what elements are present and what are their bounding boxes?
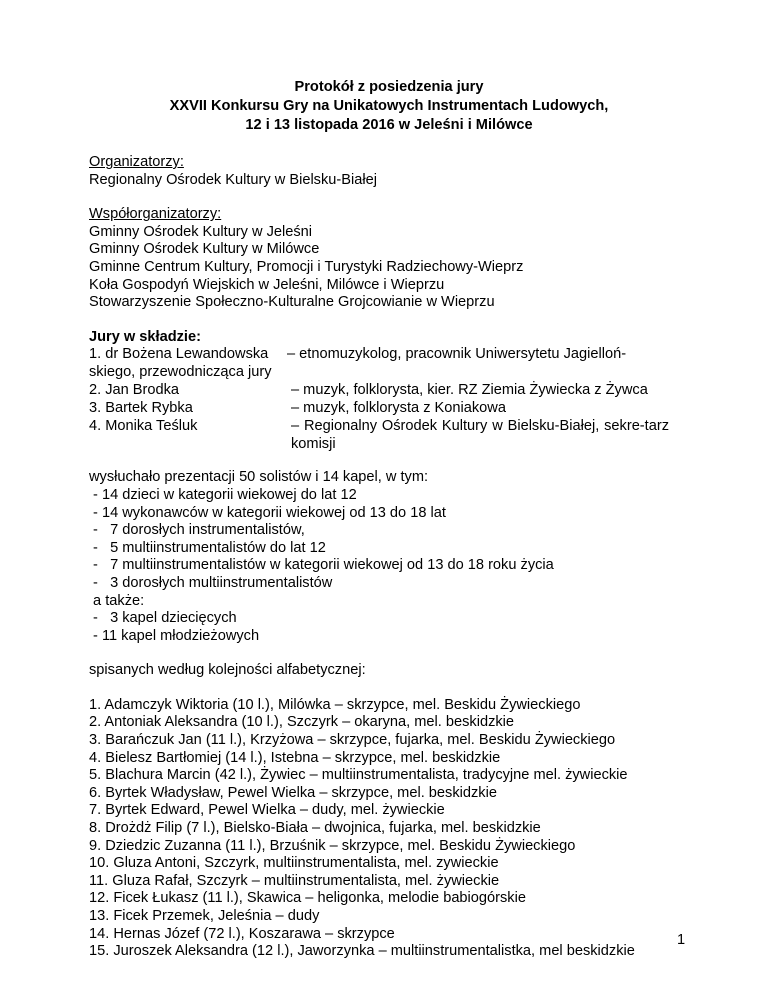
coorganizer-item: Gminny Ośrodek Kultury w Jeleśni bbox=[89, 223, 313, 240]
title-line-2: XXVII Konkursu Gry na Unikatowych Instrumentach Ludowych, bbox=[169, 98, 609, 114]
list-item: 3. Barańczuk Jan (11 l.), Krzyżowa – skrzypce, fujarka, mel. Beskidu Żywieckiego bbox=[89, 732, 616, 749]
list-item: 13. Ficek Przemek, Jeleśnia – dudy bbox=[89, 908, 320, 924]
list-item: 5. Blachura Marcin (42 l.), Żywiec – multiinstrumentalista, tradycyjne mel. żywieckie bbox=[89, 767, 628, 784]
list-item: 15. Juroszek Aleksandra (12 l.), Jaworzynka – multiinstrumentalistka, mel beskidzkie bbox=[89, 943, 635, 960]
coorganizers-heading: Współorganizatorzy: bbox=[89, 206, 222, 223]
count-item: - 14 dzieci w kategorii wiekowej do lat 12 bbox=[89, 486, 357, 503]
jury-member-name: 2. Jan Brodka bbox=[89, 382, 180, 399]
participant-list bbox=[89, 697, 689, 961]
list-item: 7. Byrtek Edward, Pewel Wielka – dudy, mel. żywieckie bbox=[89, 802, 445, 819]
jury-member-name: 4. Monika Teśluk bbox=[89, 418, 198, 435]
list-item: 4. Bielesz Bartłomiej (14 l.), Istebna – skrzypce, mel. beskidzkie bbox=[89, 749, 501, 766]
jury-member-role: – muzyk, folklorysta z Koniakowa bbox=[291, 400, 506, 417]
organizer-item: Regionalny Ośrodek Kultury w Bielsku-Białej bbox=[89, 171, 377, 188]
band-count-item: - 11 kapel młodzieżowych bbox=[89, 627, 260, 644]
coorganizer-item: Gminne Centrum Kultury, Promocji i Turystyki Radziechowy-Wieprz bbox=[89, 258, 524, 275]
list-intro: spisanych według kolejności alfabetycznej: bbox=[89, 662, 366, 679]
band-count-item: - 3 kapel dziecięcych bbox=[89, 610, 237, 627]
document-title bbox=[89, 78, 689, 135]
counts-also: a także: bbox=[89, 592, 145, 609]
jury-member-name: 1. dr Bożena Lewandowska bbox=[89, 346, 269, 363]
coorganizers-section bbox=[89, 206, 689, 312]
title-line-3: 12 i 13 listopada 2016 w Jeleśni i Milówce bbox=[245, 117, 533, 133]
jury-member-role: – etnomuzykolog, pracownik Uniwersytetu Jagielloń- bbox=[287, 346, 627, 363]
count-item: - 14 wykonawców w kategorii wiekowej od 13 do 18 lat bbox=[89, 504, 446, 521]
document-body bbox=[89, 78, 689, 961]
coorganizer-item: Gminny Ośrodek Kultury w Milówce bbox=[89, 241, 320, 258]
count-item: - 5 multiinstrumentalistów do lat 12 bbox=[89, 539, 326, 556]
counts-section bbox=[89, 469, 689, 645]
list-item: 9. Dziedzic Zuzanna (11 l.), Brzuśnik – skrzypce, mel. Beskidu Żywieckiego bbox=[89, 837, 576, 854]
organizers-heading: Organizatorzy: bbox=[89, 154, 184, 170]
jury-member-name: 3. Bartek Rybka bbox=[89, 400, 193, 417]
counts-intro: wysłuchało prezentacji 50 solistów i 14 kapel, w tym: bbox=[89, 469, 429, 486]
jury-member-role-cont: skiego, przewodnicząca jury bbox=[89, 364, 272, 381]
count-item: - 7 multiinstrumentalistów w kategorii wiekowej od 13 do 18 roku życia bbox=[89, 557, 554, 574]
jury-member-role: – Regionalny Ośrodek Kultury w Bielsku-Białej, sekre-tarz komisji bbox=[291, 418, 669, 452]
count-item: - 3 dorosłych multiinstrumentalistów bbox=[89, 574, 333, 591]
jury-heading: Jury w składzie: bbox=[89, 328, 201, 345]
jury-section bbox=[89, 329, 689, 453]
list-item: 8. Drożdż Filip (7 l.), Bielsko-Biała – dwojnica, fujarka, mel. beskidzkie bbox=[89, 820, 541, 837]
page-number: 1 bbox=[677, 932, 686, 948]
count-item: - 7 dorosłych instrumentalistów, bbox=[89, 522, 305, 539]
coorganizer-item: Stowarzyszenie Społeczno-Kulturalne Grojcowianie w Wieprzu bbox=[89, 294, 495, 311]
list-item: 1. Adamczyk Wiktoria (10 l.), Milówka – skrzypce, mel. Beskidu Żywieckiego bbox=[89, 696, 581, 713]
list-item: 2. Antoniak Aleksandra (10 l.), Szczyrk – okaryna, mel. beskidzkie bbox=[89, 714, 515, 731]
organizers-section bbox=[89, 154, 689, 189]
list-item: 6. Byrtek Władysław, Pewel Wielka – skrzypce, mel. beskidzkie bbox=[89, 784, 497, 801]
coorganizer-item: Koła Gospodyń Wiejskich w Jeleśni, Milówce i Wieprzu bbox=[89, 276, 445, 293]
list-item: 10. Gluza Antoni, Szczyrk, multiinstrumentalista, mel. zywieckie bbox=[89, 855, 499, 872]
title-line-1: Protokół z posiedzenia jury bbox=[294, 79, 484, 95]
jury-members bbox=[89, 346, 689, 452]
list-item: 14. Hernas Józef (72 l.), Koszarawa – skrzypce bbox=[89, 925, 395, 942]
list-item: 11. Gluza Rafał, Szczyrk – multiinstrumentalista, mel. żywieckie bbox=[89, 872, 500, 889]
list-item: 12. Ficek Łukasz (11 l.), Skawica – heligonka, melodie babiogórskie bbox=[89, 890, 526, 907]
jury-member-role: – muzyk, folklorysta, kier. RZ Ziemia Żywiecka z Żywca bbox=[291, 382, 648, 399]
